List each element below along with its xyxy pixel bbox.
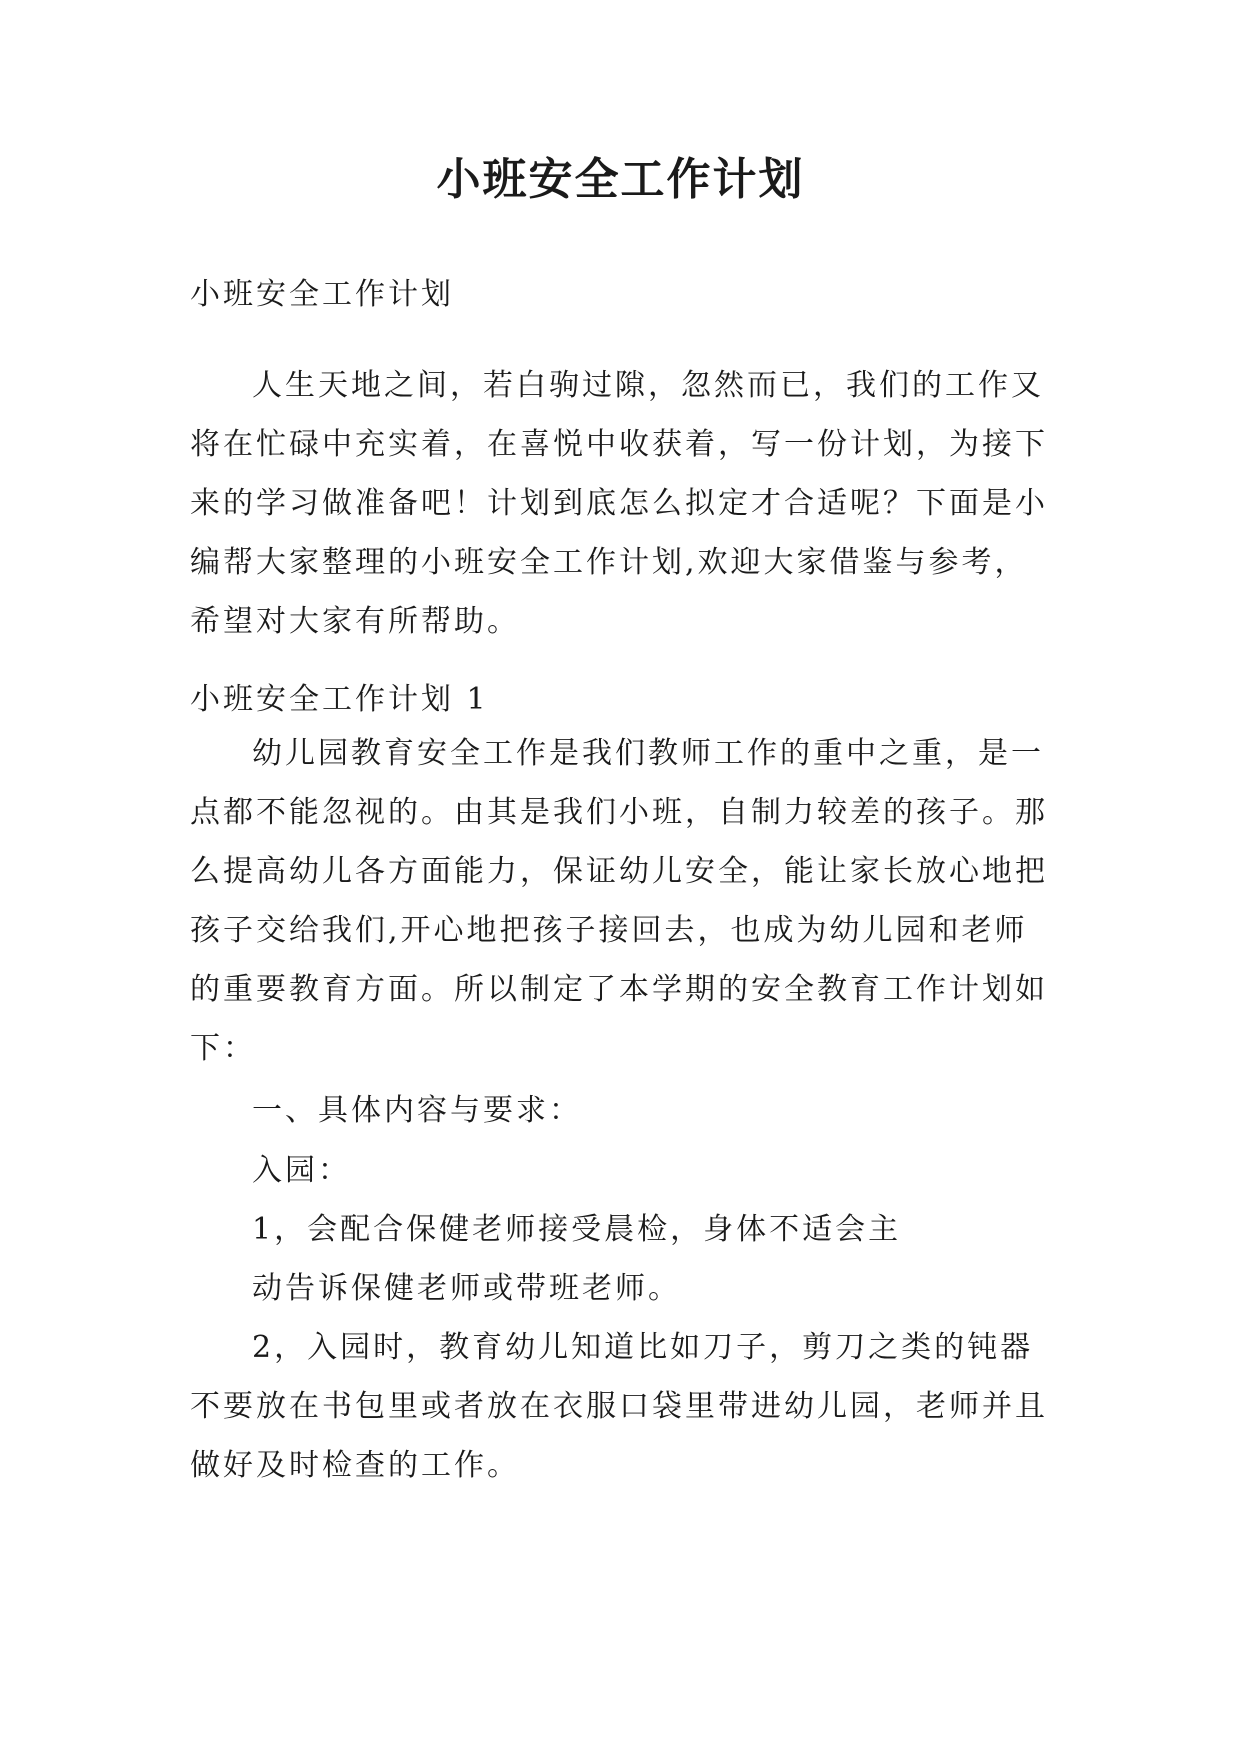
section1-paragraph: 幼儿园教育安全工作是我们教师工作的重中之重，是一点都不能忽视的。由其是我们小班，自制力较差的孩子。那么提高幼儿各方面能力，保证幼儿安全，能让家长放心地把孩子交给我们,开心地把孩子接回去，也成为幼儿园和老师的重要教育方面。所以制定了本学期的安全教育工作计划如下：	[190, 736, 1048, 1066]
item-sub-heading: 入园：	[252, 1153, 351, 1188]
item2-paragraph: 2，入园时，教育幼儿知道比如刀子，剪刀之类的钝器不要放在书包里或者放在衣服口袋里带进幼儿园，老师并且做好及时检查的工作。	[190, 1330, 1048, 1483]
document-title: 小班安全工作计划	[436, 154, 805, 205]
document-subtitle: 小班安全工作计划	[190, 277, 454, 312]
intro-paragraph: 人生天地之间，若白驹过隙，忽然而已，我们的工作又将在忙碌中充实着，在喜悦中收获着，写一份计划，为接下来的学习做准备吧！计划到底怎么拟定才合适呢？下面是小编帮大家整理的小班安全工作计划,欢迎大家借鉴与参考，希望对大家有所帮助。	[190, 368, 1048, 639]
item1-line1: 1，会配合保健老师接受晨检，身体不适会主	[252, 1212, 902, 1247]
item-heading: 一、具体内容与要求：	[252, 1093, 582, 1128]
section1-heading: 小班安全工作计划 1	[190, 682, 489, 717]
item1-line2: 动告诉保健老师或带班老师。	[252, 1271, 681, 1306]
